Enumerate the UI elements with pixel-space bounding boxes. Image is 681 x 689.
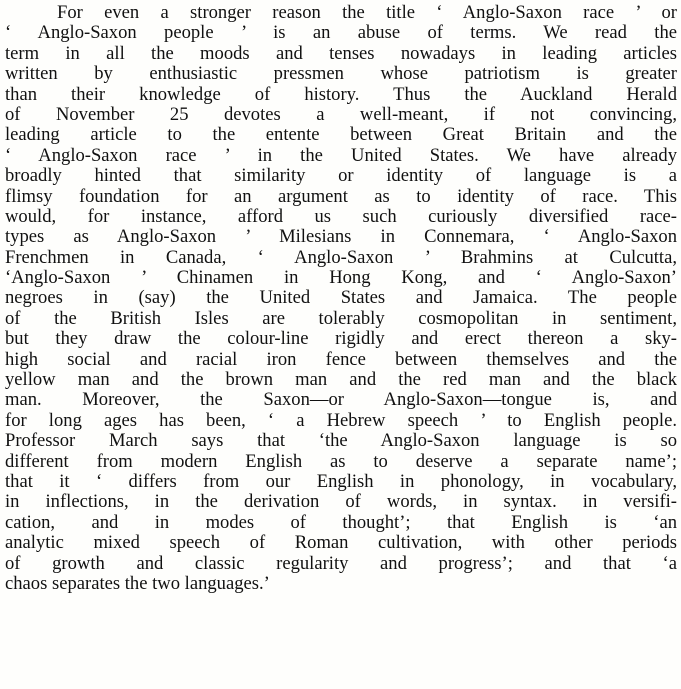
text-line: leading article to the entente between Great Britain and the [5, 125, 677, 146]
text-line: of November 25 devotes a well-meant, if not convincing, [5, 104, 677, 125]
text-line: different from modern English as to deserve a separate name’; [5, 451, 677, 472]
text-line: term in all the moods and tenses nowadays in leading articles [5, 43, 677, 64]
text-line: Professor March says that ‘the Anglo-Saxon language is so [5, 431, 677, 452]
text-line: analytic mixed speech of Roman cultivation, with other periods [5, 533, 677, 554]
text-line: ‘ Anglo-Saxon race ’ in the United States. We have already [5, 145, 677, 166]
text-line: For even a stronger reason the title ‘ Anglo-Saxon race ’ or [57, 3, 677, 23]
text-line: in inflections, in the derivation of words, in syntax. in versifi- [5, 492, 677, 513]
text-line: of growth and classic regularity and progress’; and that ‘a [5, 553, 677, 574]
text-line: chaos separates the two languages.’ [5, 573, 270, 594]
text-line: cation, and in modes of thought’; that English is ‘an [5, 512, 677, 533]
text-line: of the British Isles are tolerably cosmopolitan in sentiment, [5, 308, 677, 329]
text-line: types as Anglo-Saxon ’ Milesians in Connemara, ‘ Anglo-Saxon [5, 227, 677, 248]
text-line: man. Moreover, the Saxon—or Anglo-Saxon—tongue is, and [5, 390, 677, 411]
text-line: ‘ Anglo-Saxon people ’ is an abuse of terms. We read the [5, 23, 677, 44]
body-paragraph [5, 3, 677, 594]
text-line: negroes in (say) the United States and Jamaica. The people [5, 288, 677, 309]
text-line: ‘Anglo-Saxon ’ Chinamen in Hong Kong, and ‘ Anglo-Saxon’ [5, 268, 677, 289]
text-line: than their knowledge of history. Thus the Auckland Herald [5, 84, 677, 105]
text-line: that it ‘ differs from our English in phonology, in vocabulary, [5, 471, 677, 492]
text-line: yellow man and the brown man and the red man and the black [5, 370, 677, 391]
text-line: for long ages has been, ‘ a Hebrew speech ’ to English people. [5, 410, 677, 431]
text-line: Frenchmen in Canada, ‘ Anglo-Saxon ’ Brahmins at Culcutta, [5, 247, 677, 268]
text-line: would, for instance, afford us such curiously diversified race- [5, 206, 677, 227]
text-line: written by enthusiastic pressmen whose patriotism is greater [5, 64, 677, 85]
text-line: high social and racial iron fence between themselves and the [5, 349, 677, 370]
text-line: but they draw the colour-line rigidly and erect thereon a sky- [5, 329, 677, 350]
text-line: flimsy foundation for an argument as to identity of race. This [5, 186, 677, 207]
text-line: broadly hinted that similarity or identity of language is a [5, 166, 677, 187]
